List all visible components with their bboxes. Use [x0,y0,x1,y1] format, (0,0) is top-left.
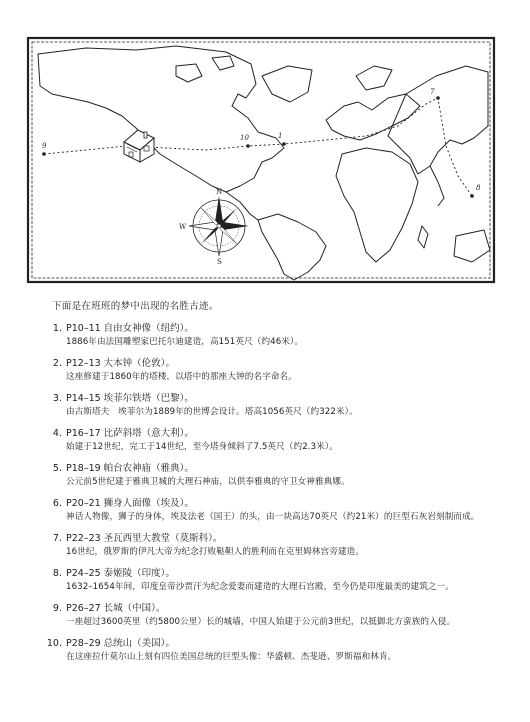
entry-number: 9. [52,603,62,614]
entry-description: 神话人物像，狮子的身体，埃及法老（国王）的头，由一块高达70英尺（约21米）的巨型石灰岩刻制而成。 [66,512,480,522]
list-item [40,532,500,559]
list-item [40,602,500,629]
intro-text: 下面是在班班的梦中出现的名胜古迹。 [52,301,219,312]
entry-number: 2. [52,358,62,369]
entry-heading [40,602,500,616]
entry-heading [40,497,500,511]
entry-title: P18–19 帕台农神庙（雅典）。 [66,463,194,474]
list-item [40,462,500,489]
compass-letter-s: S [217,258,222,266]
route-label-9: 9 [42,142,47,150]
entry-description: 由古斯塔夫 埃菲尔为1889年的世博会设计。塔高1056英尺（约322米）。 [66,407,358,417]
entry-description: 16世纪，俄罗斯的伊凡大帝为纪念打败鞑靼人的胜利而在克里姆林宫旁建造。 [66,547,365,557]
route-label-1: 1 [278,132,283,140]
entry-heading [40,637,500,651]
entry-title: P10–11 自由女神像（纽约）。 [66,323,194,334]
entry-description: 这座修建于1860年的塔楼，以塔中的那座大钟的名字命名。 [66,372,297,382]
list-item [40,567,500,594]
entry-title: P20–21 狮身人面像（埃及）。 [66,498,194,509]
compass-letter-w: W [179,223,187,231]
world-map-illustration [26,36,496,284]
entry-heading [40,357,500,371]
entry-description: 一座超过3600英里（约5800公里）长的城墙，中国人始建于公元前3世纪，以抵御北方蛮族的入侵。 [66,617,456,627]
entry-title: P24–25 泰姬陵（印度）。 [66,568,175,579]
entry-description: 在这座拉什莫尔山上刻有四位美国总统的巨型头像：华盛顿、杰斐逊、罗斯福和林肯。 [66,652,397,662]
entry-heading [40,567,500,581]
entry-number: 4. [52,428,62,439]
route-label-10: 10 [240,134,249,142]
list-item [40,392,500,419]
list-item [40,322,500,349]
list-item [40,357,500,384]
entry-title: P16–17 比萨斜塔（意大利）。 [66,428,194,439]
entry-heading [40,322,500,336]
entry-number: 10. [46,638,62,649]
entry-title: P14–15 埃菲尔铁塔（巴黎）。 [66,393,194,404]
entry-heading [40,462,500,476]
entry-heading [40,392,500,406]
list-item [40,427,500,454]
entry-title: P26–27 长城（中国）。 [66,603,166,614]
entry-heading [40,532,500,546]
entry-number: 8. [52,568,62,579]
entry-description: 1632–1654年间，印度皇帝沙贾汗为纪念爱妻而建造的大理石宫殿，至今仍是印度最美的建筑之一。 [66,582,454,592]
entry-title: P28–29 总统山（美国）。 [66,638,175,649]
entry-number: 3. [52,393,62,404]
entry-number: 6. [52,498,62,509]
entry-title: P22–23 圣瓦西里大教堂（莫斯科）。 [66,533,223,544]
entry-number: 7. [52,533,62,544]
entry-number: 5. [52,463,62,474]
list-item [40,637,500,664]
route-label-7: 7 [430,88,435,96]
entry-description: 始建于12世纪，完工于14世纪，至今塔身倾斜了7.5英尺（约2.3米）。 [66,442,338,452]
list-item [40,497,500,524]
entry-description: 1886年由法国雕塑家巴托尔迪建造，高151英尺（约46米）。 [66,337,304,347]
entry-heading [40,427,500,441]
entry-number: 1. [52,323,62,334]
route-label-8: 8 [476,184,481,192]
compass-letter-n: N [216,188,223,196]
entry-description: 公元前5世纪建于雅典卫城的大理石神庙，以供奉雅典的守卫女神雅典娜。 [66,477,350,487]
landmark-list-section [40,298,500,672]
entry-title: P12–13 大本钟（伦敦）。 [66,358,175,369]
